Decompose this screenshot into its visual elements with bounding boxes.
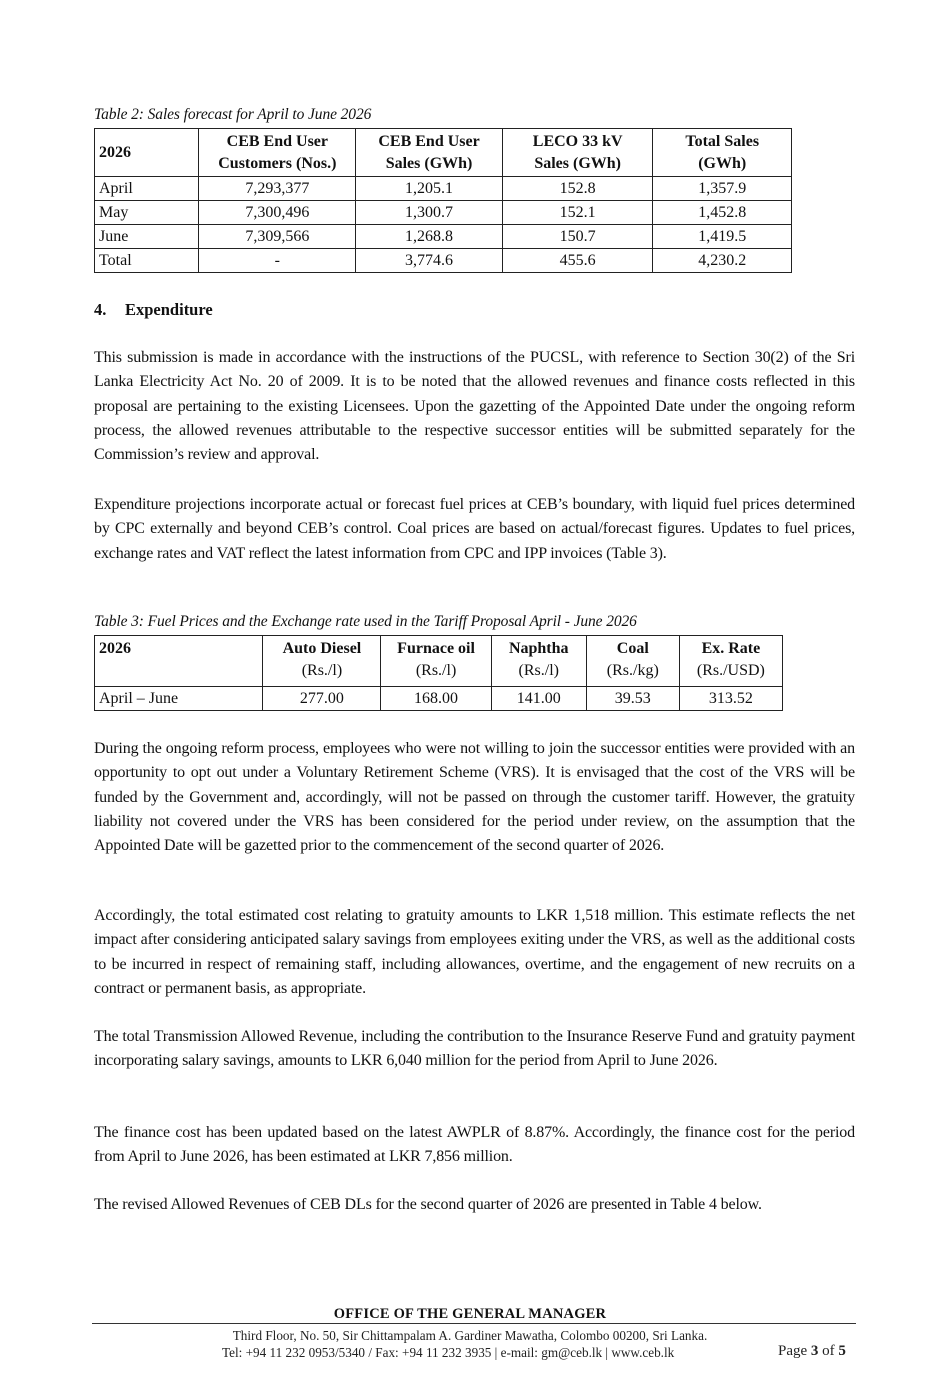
paragraph-revised-revenues: The revised Allowed Revenues of CEB DLs for the second quarter of 2026 are presented in Table 4 below. bbox=[94, 1196, 762, 1213]
paragraph-vrs: During the ongoing reform process, employees who were not willing to join the successor entities were provided with an opportunity to opt out under a Voluntary Retirement Scheme (VRS). It is envisaged that the cost of the VRS will be funded by the Government and, accordingly, will not be passed on through the customer tariff. However, the gratuity liability not covered under the VRS has been considered for the period under review, on the assumption that the Appointed Date will be gazetted prior to the commencement of the second quarter of 2026. bbox=[94, 740, 855, 855]
month-cell: April bbox=[95, 177, 199, 201]
exchange-rate-cell: 313.52 bbox=[679, 687, 782, 711]
footer-contact: Tel: +94 11 232 0953/5340 / Fax: +94 11 232 3935 | e-mail: gm@ceb.lk | www.ceb.lk bbox=[222, 1345, 675, 1360]
auto-diesel-cell: 277.00 bbox=[263, 687, 381, 711]
header-text: 2026 bbox=[99, 640, 131, 657]
page-total: 5 bbox=[838, 1343, 846, 1359]
section-heading bbox=[94, 300, 213, 320]
customers-total-cell: - bbox=[199, 249, 356, 273]
header-text: Ex. Rate bbox=[701, 640, 761, 657]
header-cell bbox=[199, 129, 356, 177]
customers-cell: 7,293,377 bbox=[199, 177, 356, 201]
header-unit: (Rs./USD) bbox=[696, 662, 765, 679]
header-text: Furnace oil bbox=[397, 640, 475, 657]
fuel-prices-table bbox=[94, 635, 783, 711]
coal-cell: 39.53 bbox=[586, 687, 679, 711]
leco-sales-cell: 152.8 bbox=[502, 177, 653, 201]
table-row bbox=[95, 201, 792, 225]
header-cell bbox=[95, 636, 263, 687]
leco-sales-total-cell: 455.6 bbox=[502, 249, 653, 273]
sales-forecast-table bbox=[94, 128, 792, 273]
paragraph-submission: This submission is made in accordance with the instructions of the PUCSL, with reference to Section 30(2) of the Sri Lanka Electricity Act No. 20 of 2009. It is to be noted that the allowed revenues and finance costs reflected in this proposal are pertaining to the existing Licensees. Upon the gazetting of the Appointed Date under the ongoing reform process, the allowed revenues attributable to the respective successor entities will be submitted separately for the Commission’s review and approval. bbox=[94, 349, 855, 464]
leco-sales-cell: 150.7 bbox=[502, 225, 653, 249]
paragraph-transmission-revenue: The total Transmission Allowed Revenue, including the contribution to the Insurance Reserve Fund and gratuity payment incorporating salary savings, amounts to LKR 6,040 million for the period from April to June 2026. bbox=[94, 1028, 855, 1070]
header-text: Customers (Nos.) bbox=[218, 154, 337, 172]
customers-cell: 7,309,566 bbox=[199, 225, 356, 249]
header-unit: (Rs./l) bbox=[518, 662, 559, 679]
table-total-row bbox=[95, 249, 792, 273]
total-sales-total-cell: 4,230.2 bbox=[653, 249, 792, 273]
month-cell: May bbox=[95, 201, 199, 225]
header-text: CEB End User bbox=[378, 132, 480, 150]
table-header-row bbox=[95, 636, 783, 687]
header-cell bbox=[502, 129, 653, 177]
header-text: Coal bbox=[616, 640, 649, 657]
header-cell bbox=[263, 636, 381, 687]
header-cell bbox=[653, 129, 792, 177]
page-of: of bbox=[818, 1343, 839, 1359]
header-cell bbox=[381, 636, 491, 687]
header-cell bbox=[95, 129, 199, 177]
ceb-sales-cell: 1,205.1 bbox=[356, 177, 503, 201]
total-sales-cell: 1,419.5 bbox=[653, 225, 792, 249]
furnace-oil-cell: 168.00 bbox=[381, 687, 491, 711]
header-cell bbox=[491, 636, 586, 687]
ceb-sales-cell: 1,300.7 bbox=[356, 201, 503, 225]
header-text: Sales (GWh) bbox=[534, 154, 621, 172]
header-text: CEB End User bbox=[226, 132, 329, 150]
ceb-sales-cell: 1,268.8 bbox=[356, 225, 503, 249]
page-number bbox=[778, 1343, 846, 1360]
header-unit: (Rs./l) bbox=[415, 662, 457, 679]
customers-cell: 7,300,496 bbox=[199, 201, 356, 225]
leco-sales-cell: 152.1 bbox=[502, 201, 653, 225]
paragraph-gratuity: Accordingly, the total estimated cost relating to gratuity amounts to LKR 1,518 million. This estimate reflects the net impact after considering anticipated salary savings from employees exiting under the VRS, as well as the additional costs to be incurred in respect of remaining staff, including allowances, overtime, and the engagement of new recruits on a contract or permanent basis, as appropriate. bbox=[94, 907, 855, 997]
page-prefix: Page bbox=[778, 1343, 811, 1359]
ceb-sales-total-cell: 3,774.6 bbox=[356, 249, 503, 273]
footer-divider bbox=[92, 1323, 856, 1324]
header-text: LECO 33 kV bbox=[532, 132, 623, 150]
header-text: (GWh) bbox=[698, 154, 747, 172]
month-cell: June bbox=[95, 225, 199, 249]
total-label-cell: Total bbox=[95, 249, 199, 273]
header-unit: (Rs./l) bbox=[301, 662, 343, 679]
header-unit: (Rs./kg) bbox=[606, 662, 659, 679]
header-text: Auto Diesel bbox=[282, 640, 362, 657]
section-number: 4. bbox=[94, 300, 107, 319]
table-row bbox=[95, 177, 792, 201]
header-cell bbox=[356, 129, 503, 177]
paragraph-finance-cost: The finance cost has been updated based on the latest AWPLR of 8.87%. Accordingly, the finance cost for the period from April to June 2026, has been estimated at LKR 7,856 million. bbox=[94, 1124, 855, 1166]
header-text: Total Sales bbox=[685, 132, 760, 150]
footer-office-title: OFFICE OF THE GENERAL MANAGER bbox=[333, 1306, 607, 1322]
naphtha-cell: 141.00 bbox=[491, 687, 586, 711]
total-sales-cell: 1,452.8 bbox=[653, 201, 792, 225]
header-text: 2026 bbox=[99, 143, 131, 161]
table-header-row bbox=[95, 129, 792, 177]
table2-caption: Table 2: Sales forecast for April to June 2026 bbox=[94, 106, 372, 123]
table-row bbox=[95, 225, 792, 249]
table-row bbox=[95, 687, 783, 711]
header-cell bbox=[679, 636, 782, 687]
page-current: 3 bbox=[810, 1343, 819, 1359]
total-sales-cell: 1,357.9 bbox=[653, 177, 792, 201]
header-text: Naphtha bbox=[508, 640, 569, 657]
header-cell bbox=[586, 636, 679, 687]
period-cell: April – June bbox=[95, 687, 263, 711]
header-text: Sales (GWh) bbox=[385, 154, 473, 172]
table3-caption: Table 3: Fuel Prices and the Exchange rate used in the Tariff Proposal April - June 2026 bbox=[94, 613, 637, 630]
section-title: Expenditure bbox=[125, 300, 213, 319]
paragraph-fuel-prices: Expenditure projections incorporate actual or forecast fuel prices at CEB’s boundary, with liquid fuel prices determined by CPC externally and beyond CEB’s control. Coal prices are based on actual/forecast figures. Updates to fuel prices, exchange rates and VAT reflect the latest information from CPC and IPP invoices (Table 3). bbox=[94, 496, 855, 562]
footer-address: Third Floor, No. 50, Sir Chittampalam A. Gardiner Mawatha, Colombo 00200, Sri Lanka. bbox=[232, 1328, 708, 1343]
